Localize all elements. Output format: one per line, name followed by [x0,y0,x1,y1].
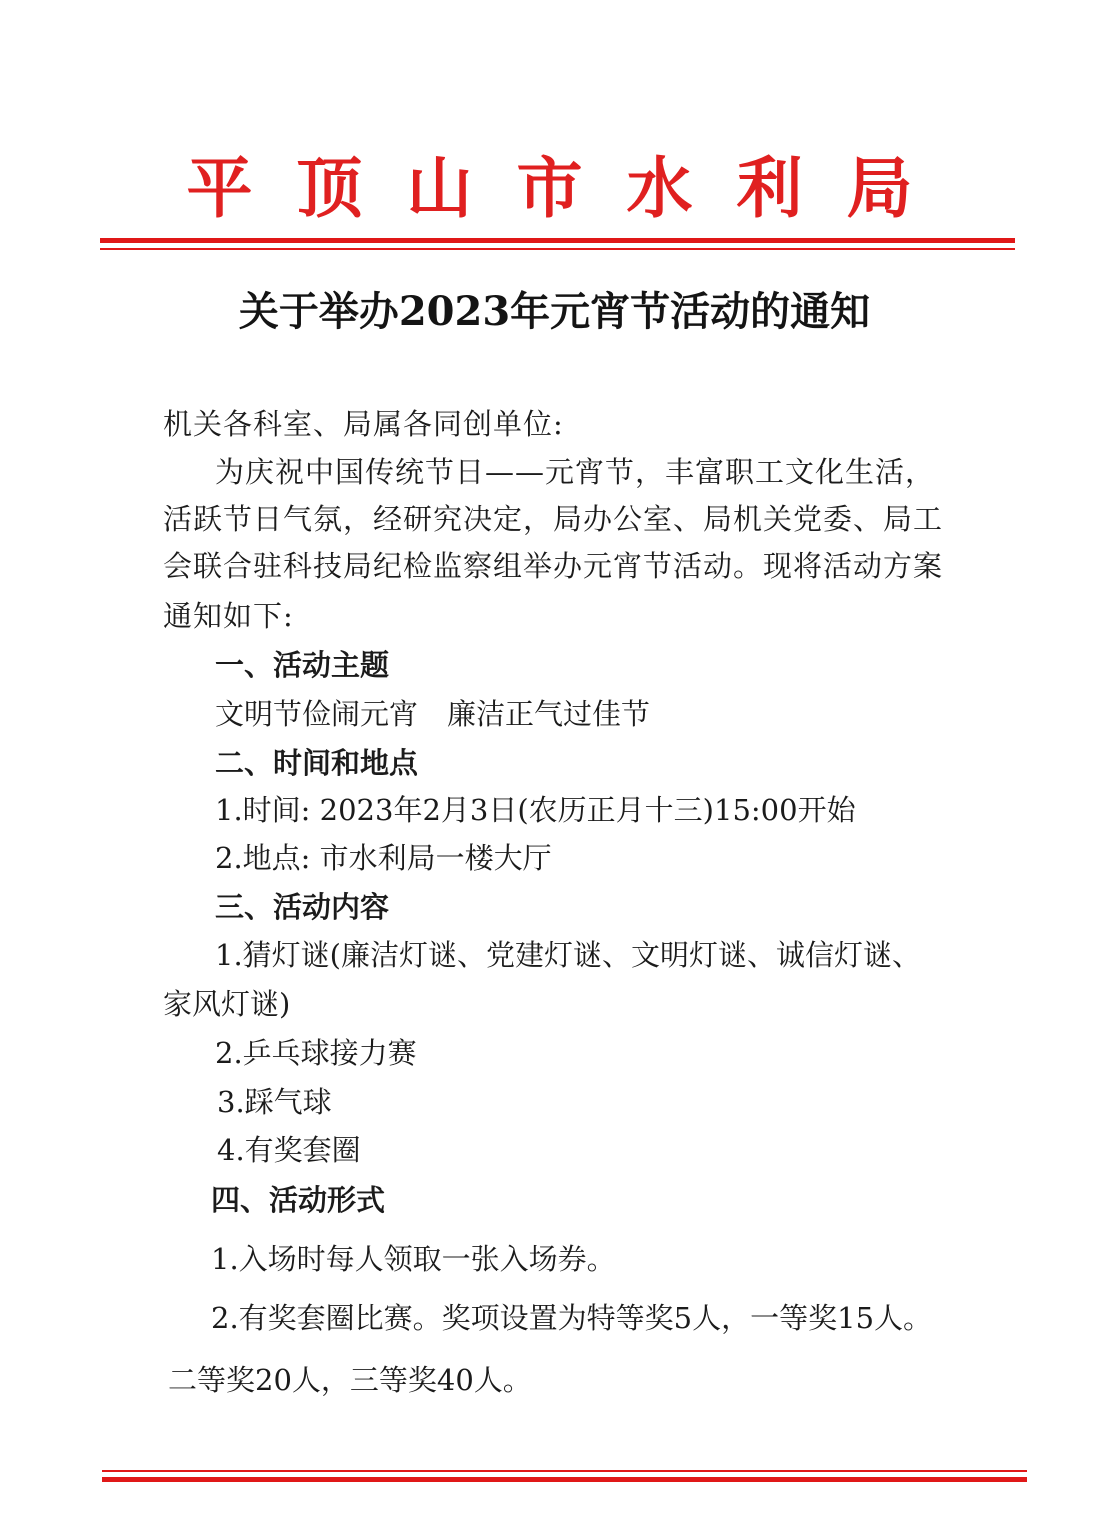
section-heading-theme: 一、活动主题 [215,648,390,682]
intro-line-3: 会联合驻科技局纪检监察组举办元宵节活动。现将活动方案 [163,549,944,583]
document-title: 关于举办2023年元宵节活动的通知 [238,288,871,335]
section-heading-time-place: 二、时间和地点 [215,746,419,780]
footer-rule-thick [102,1477,1027,1482]
intro-line-1: 为庆祝中国传统节日——元宵节，丰富职工文化生活， [215,455,936,489]
organization-header: 平顶山市水利局 [186,149,957,227]
content-item-3: 3.踩气球 [217,1085,332,1119]
salutation: 机关各科室、局属各同创单位: [163,407,564,441]
section-heading-format: 四、活动形式 [211,1183,386,1217]
footer-rule-thin [102,1470,1027,1472]
format-item-1: 1.入场时每人领取一张入场券。 [211,1242,616,1276]
place-line: 2.地点: 市水利局一楼大厅 [215,841,552,875]
header-rule-thin [100,248,1015,250]
section-heading-content: 三、活动内容 [215,890,390,924]
intro-line-2: 活跃节日气氛，经研究决定，局办公室、局机关党委、局工 [163,502,944,536]
time-line: 1.时间: 2023年2月3日(农历正月十三)15:00开始 [215,793,856,827]
format-item-2-cont: 二等奖20人，三等奖40人。 [168,1363,532,1397]
header-rule-thick [100,238,1015,243]
theme-text: 文明节俭闹元宵 廉洁正气过佳节 [215,697,651,731]
content-item-4: 4.有奖套圈 [217,1133,361,1167]
content-item-1-cont: 家风灯谜) [163,987,291,1021]
content-item-1: 1.猜灯谜(廉洁灯谜、党建灯谜、文明灯谜、诚信灯谜、 [215,938,921,972]
content-item-2: 2.乒乓球接力赛 [215,1036,417,1070]
intro-line-4: 通知如下: [163,599,294,633]
format-item-2: 2.有奖套圈比赛。奖项设置为特等奖5人，一等奖15人。 [211,1301,933,1335]
